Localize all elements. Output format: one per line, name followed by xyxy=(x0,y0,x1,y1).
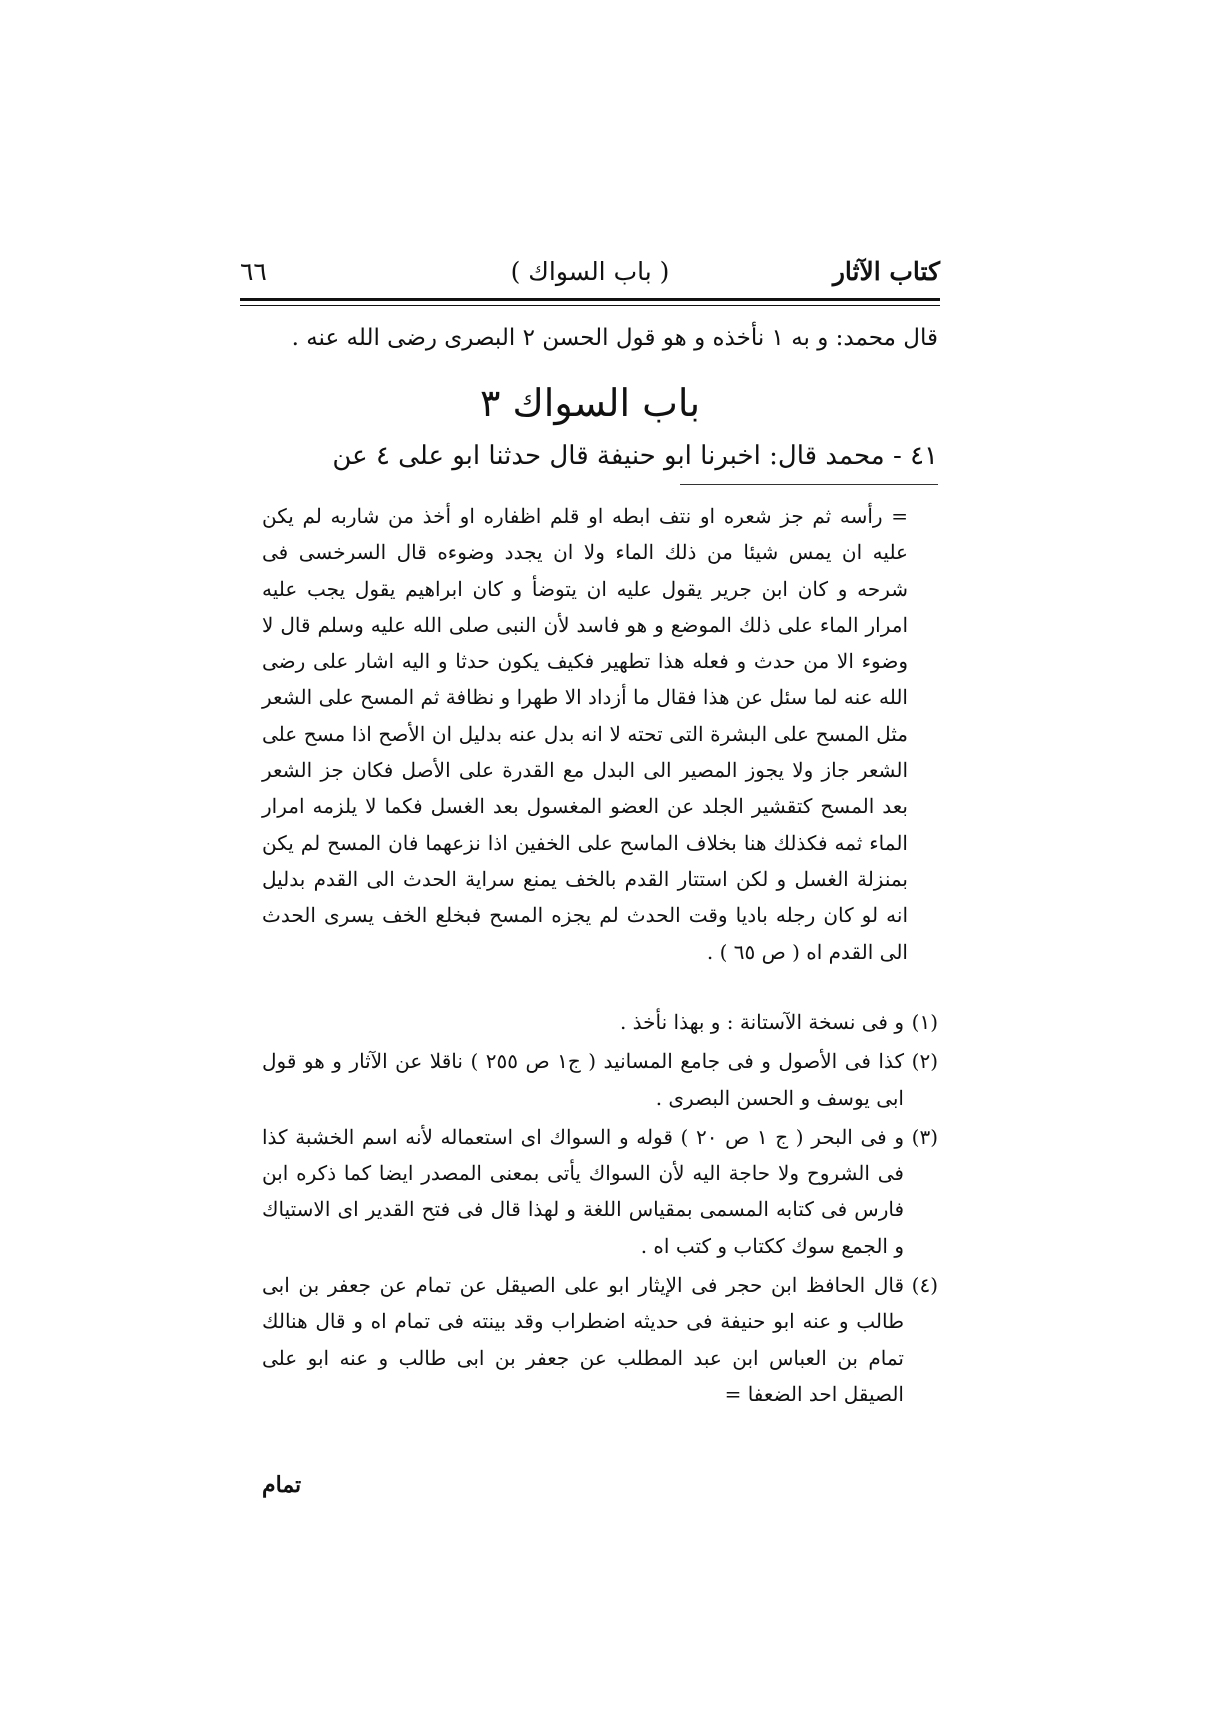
intro-line: قال محمد: و به ١ نأخذه و هو قول الحسن ٢ البصرى رضى الله عنه . xyxy=(291,325,938,351)
header-rule-thin xyxy=(240,305,940,306)
chapter-heading: باب السواك ٣ xyxy=(479,381,701,425)
book-title: كتاب الآثار xyxy=(832,257,940,286)
catchword: تمام xyxy=(262,1472,302,1498)
running-chapter-title: ( باب السواك ) xyxy=(510,257,670,286)
footnote-text: و فى نسخة الآستانة : و بهذا نأخذ . xyxy=(619,1010,904,1034)
page-number: ٦٦ xyxy=(240,257,267,286)
footnote-number: (٤) xyxy=(911,1273,938,1298)
footnote-2 xyxy=(262,1043,938,1116)
footnote-text: و فى البحر ( ج ١ ص ٢٠ ) قوله و السواك اى استعماله لأنه اسم الخشبة كذا فى الشروح ولا حاجة اليه لأن السواك يأتى بمعنى المصدر ايضا كما ذكره ابن فارس فى كتابه المسمى بمقياس اللغة و لهذا قال فى فتح القدير اى الاستياك و الجمع سوك ككتاب و كتب اه . xyxy=(262,1124,904,1258)
footnote-text: كذا فى الأصول و فى جامع المسانيد ( ج١ ص ٢٥٥ ) ناقلا عن الآثار و هو قول ابى يوسف و الحسن البصرى . xyxy=(262,1049,905,1110)
footnote-separator xyxy=(680,484,938,485)
footnote-number: (٣) xyxy=(911,1124,938,1149)
footnote-text: قال الحافظ ابن حجر فى الإيثار ابو على الصيقل عن تمام عن جعفر بن ابى طالب و عنه ابو حنيفة فى حديثه اضطراب وقد بينته فى تمام اه و قال هنالك تمام بن العباس ابن عبد المطلب عن جعفر بن ابى طالب و عنه ابو على الصيقل احد الضعفا = xyxy=(262,1273,905,1406)
hadith-opening-line: ٤١ - محمد قال: اخبرنا ابو حنيفة قال حدثنا ابو على ٤ عن xyxy=(332,441,938,471)
footnotes-list xyxy=(262,1004,938,1415)
footnote-number: (١) xyxy=(911,1010,938,1034)
header-rule-thick xyxy=(240,298,940,301)
running-header xyxy=(240,252,940,296)
footnote-1 xyxy=(262,1004,938,1040)
footnote-3 xyxy=(262,1119,938,1264)
footnote-number: (٢) xyxy=(911,1049,938,1074)
footnote-continuation: = رأسه ثم جز شعره او نتف ابطه او قلم اظفاره او أخذ من شاربه لم يكن عليه ان يمس شيئا من ذلك الماء ولا ان يجدد وضوءه قال السرخسى فى شرحه و كان ابن جرير يقول عليه ان يتوضأ و كان ابراهيم يقول يجب عليه امرار الماء على ذلك الموضع و هو فاسد لأن النبى صلى الله عليه وسلم قال لا وضوء الا من حدث و فعله هذا تطهير فكيف يكون حدثا و اليه اشار على رضى الله عنه لما سئل عن هذا فقال ما أزداد الا طهرا و نظافة ثم المسح على الشعر مثل المسح على البشرة التى تحته لا انه بدل عنه بدليل ان الأصح اذا مسح على الشعر جاز ولا يجوز المصير الى البدل مع القدرة على الأصل فكان جز الشعر بعد المسح كتقشير الجلد عن العضو المغسول بعد الغسل فكما لا يلزمه امرار الماء ثمه فكذلك هنا بخلاف الماسح على الخفين اذا نزعهما فان المسح لم يكن بمنزلة الغسل و لكن استتار القدم بالخف يمنع سراية الحدث الى القدم بدليل انه لو كان رجله باديا وقت الحدث لم يجزه المسح فبخلع الخف يسرى الحدث الى القدم اه ( ص ٦٥ ) . xyxy=(262,504,908,964)
footnote-4 xyxy=(262,1267,938,1412)
